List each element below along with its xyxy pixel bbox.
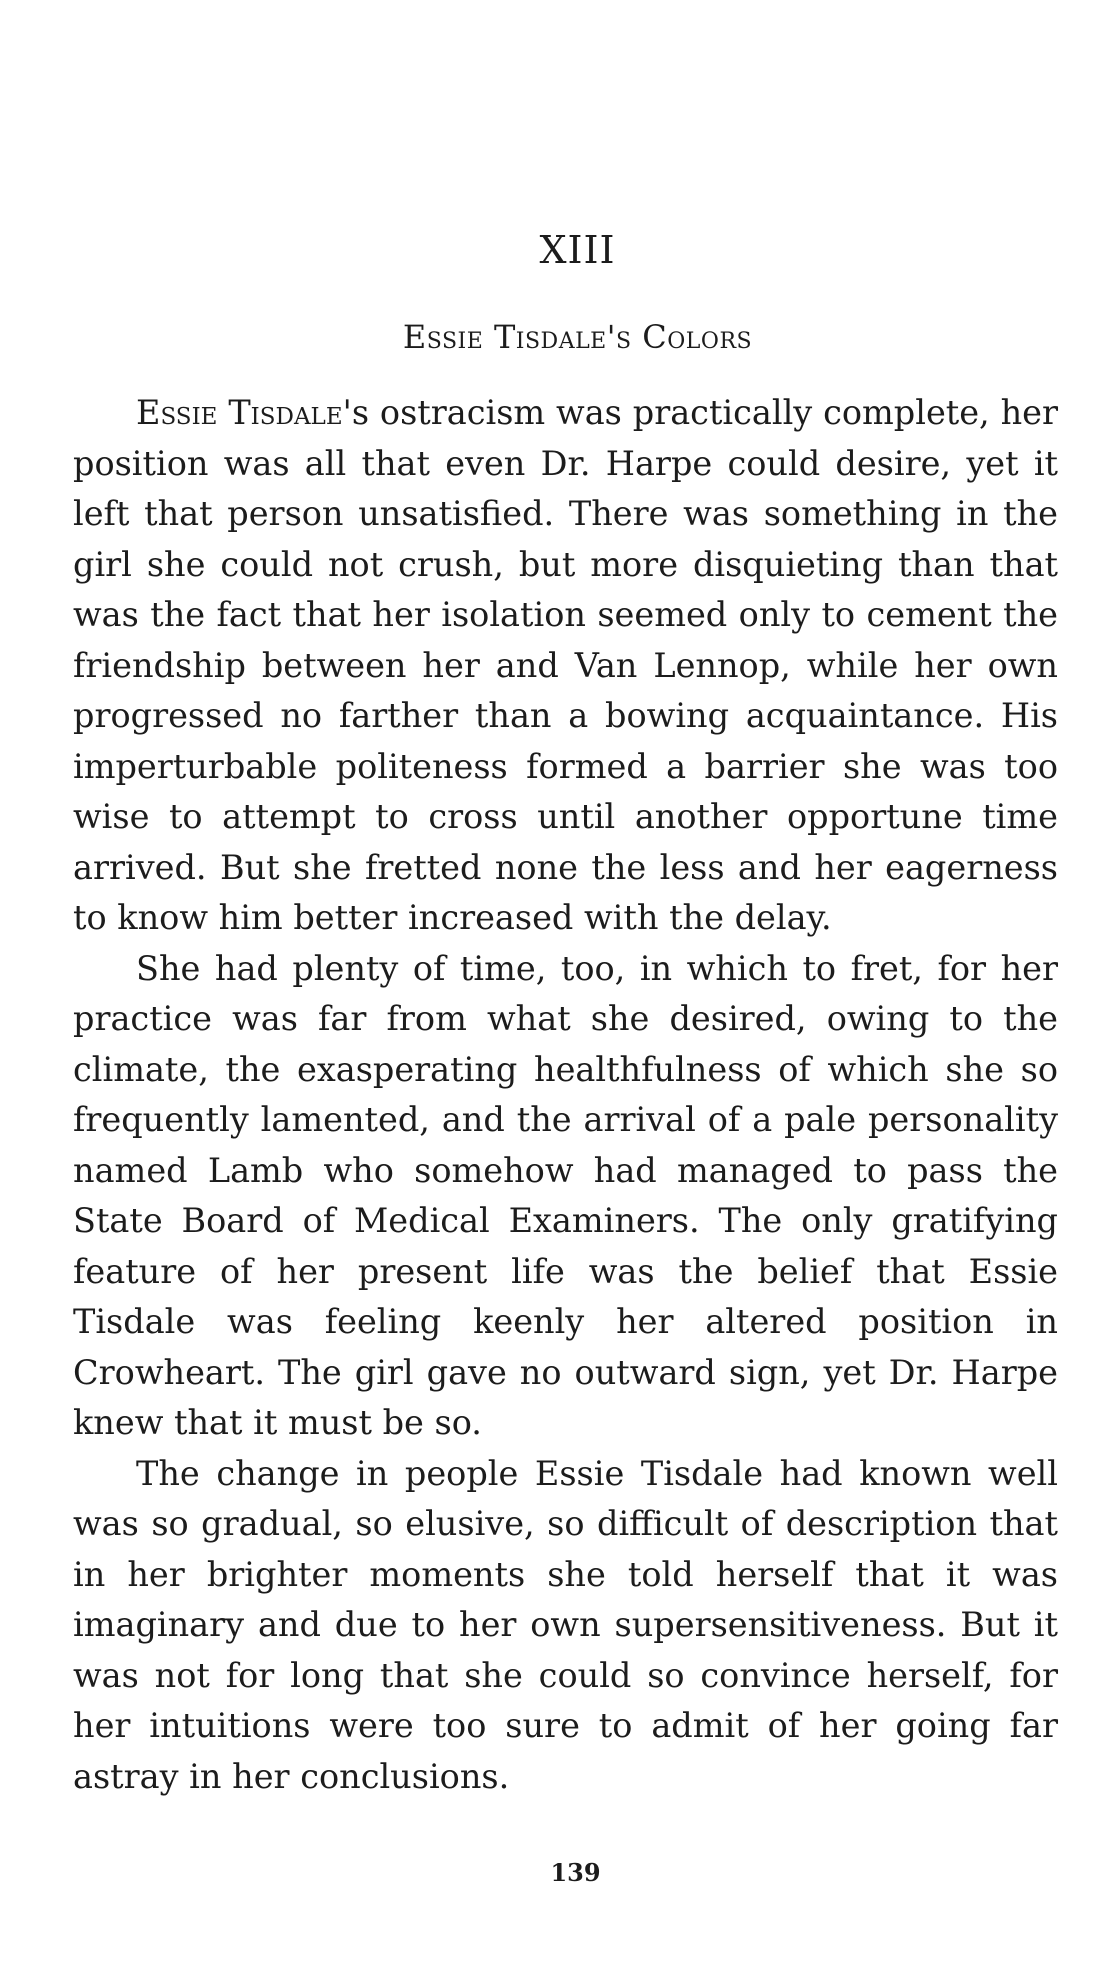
paragraph-lead: Essie Tisdale [136, 393, 343, 432]
paragraph-1 [73, 388, 1058, 944]
paragraph-3: The change in people Essie Tisdale had known well was so gradual, so elusive, so difficult of description that in her brighter moments she told herself that it was imaginary and due to her own supersensitiveness. But it was not for long that she could so convince herself, for her intuitions were too sure to admit of her going far astray in her conclusions. [73, 1453, 1058, 1796]
chapter-body [73, 388, 1058, 1802]
paragraph-text: 's ostracism was practically complete, her position was all that even Dr. Harpe could desire, yet it left that person unsatisfied. There was something in the girl she could not crush, but more disquieting than that was the fact that her isolation seemed only to cement the friendship between her and Van Lennop, while her own progressed no farther than a bowing acquaintance. His imperturbable politeness formed a barrier she was too wise to attempt to cross until another opportune time arrived. But she fretted none the less and her eagerness to know him better increased with the delay. [73, 393, 1058, 937]
chapter-number: XIII [539, 228, 616, 272]
chapter-title: Essie Tisdale's Colors [402, 318, 753, 356]
paragraph-2: She had plenty of time, too, in which to fret, for her practice was far from what she desired, owing to the climate, the exasperating healthfulness of which she so frequently lamented, and the arrival of a pale personality named Lamb who somehow had managed to pass the State Board of Medical Examiners. The only gratifying feature of her present life was the belief that Essie Tisdale was feeling keenly her altered position in Crowheart. The girl gave no outward sign, yet Dr. Harpe knew that it must be so. [73, 948, 1058, 1442]
page-number: 139 [550, 1858, 601, 1887]
